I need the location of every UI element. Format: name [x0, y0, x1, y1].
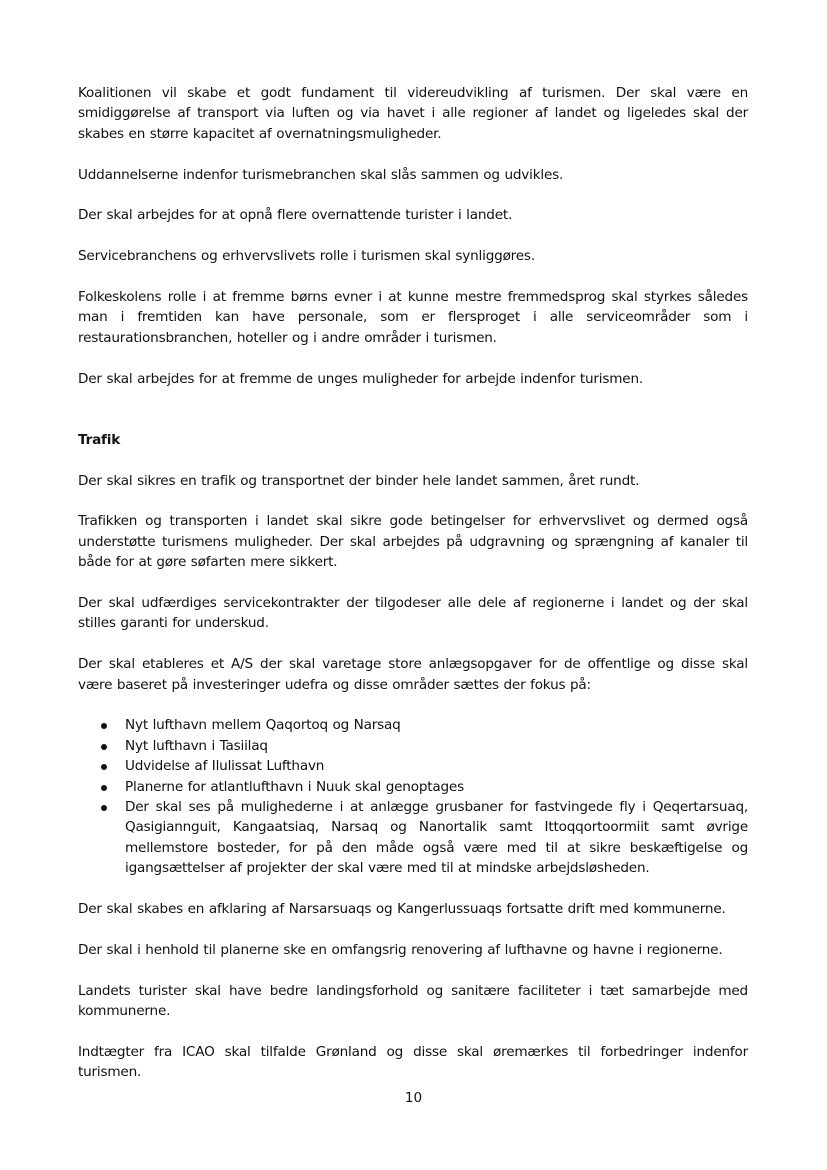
bullet-list: [78, 715, 748, 878]
paragraph: Indtægter fra ICAO skal tilfalde Grønland og disse skal øremærkes til forbedringer indenfor turismen.: [78, 1043, 748, 1081]
bullet-icon: [101, 744, 107, 750]
list-item: [78, 777, 748, 797]
paragraph: Folkeskolens rolle i at fremme børns evner i at kunne mestre fremmedsprog skal styrkes således man i fremtiden kan have personale, som er flersproget i alle serviceområder som i restaurationsbranchen, hoteller og i andre områder i turismen.: [78, 289, 748, 346]
document-page: [78, 83, 748, 1083]
paragraph: Der skal udfærdiges servicekontrakter der tilgodeser alle dele af regionerne i landet og der skal stilles garanti for underskud.: [78, 595, 748, 632]
list-item: [78, 736, 748, 756]
list-item: [78, 797, 748, 879]
paragraph: Der skal i henhold til planerne ske en omfangsrig renovering af lufthavne og havne i regionerne.: [78, 941, 723, 958]
list-item-text: Nyt lufthavn mellem Qaqortoq og Narsaq: [125, 717, 401, 734]
paragraph: Koalitionen vil skabe et godt fundament til videreudvikling af turismen. Der skal være en smidiggørelse af transport via luften og via havet i alle regioner af landet og ligeledes skal der skabes en større kapacitet af overnatningsmuligheder.: [78, 85, 748, 142]
paragraph: Landets turister skal have bedre landingsforhold og sanitære faciliteter i tæt samarbejde med kommunerne.: [78, 982, 748, 1020]
paragraph: Der skal etableres et A/S der skal varetage store anlægsopgaver for de offentlige og disse skal være baseret på investeringer udefra og disse områder sættes der fokus på:: [78, 656, 748, 693]
bullet-icon: [101, 785, 107, 791]
list-item: [78, 715, 748, 735]
paragraph: Der skal arbejdes for at opnå flere overnattende turister i landet.: [78, 207, 513, 224]
list-item-text: Planerne for atlantlufthavn i Nuuk skal genoptages: [125, 778, 464, 795]
paragraph: Uddannelserne indenfor turismebranchen skal slås sammen og udvikles.: [78, 166, 564, 183]
paragraph: Trafikken og transporten i landet skal sikre gode betingelser for erhvervslivet og dermed også understøtte turismens muligheder. Der skal arbejdes på udgravning og sprængning af kanaler til både for at gøre søfarten mere sikkert.: [78, 513, 748, 571]
list-item-text: Nyt lufthavn i Tasiilaq: [125, 737, 268, 754]
list-item-text: Udvidelse af Ilulissat Lufthavn: [125, 758, 325, 775]
bullet-icon: [101, 805, 107, 811]
paragraph: Der skal arbejdes for at fremme de unges muligheder for arbejde indenfor turismen.: [78, 370, 643, 387]
bullet-icon: [101, 764, 107, 770]
bullet-icon: [101, 723, 107, 729]
paragraph: Der skal skabes en afklaring af Narsarsuaqs og Kangerlussuaqs fortsatte drift med kommunerne.: [78, 901, 726, 918]
paragraph: Der skal sikres en trafik og transportnet der binder hele landet sammen, året rundt.: [78, 472, 640, 489]
page-number: 10: [404, 1090, 423, 1106]
list-item-text: Der skal ses på mulighederne i at anlægge grusbaner for fastvingede fly i Qeqertarsuaq, Qasigiannguit, Kangaatsiaq, Narsaq og Nanortalik samt Ittoqqortoormiit samt øvrige mellemstore bosteder, for på den måde også være med til at sikre beskæftigelse og igangsættelser af projekter der skal være med til at mindske arbejdsløsheden.: [125, 799, 748, 877]
section-heading-trafik: Trafik: [78, 431, 121, 448]
paragraph: Servicebranchens og erhvervslivets rolle i turismen skal synliggøres.: [78, 248, 535, 265]
list-item: [78, 756, 748, 776]
